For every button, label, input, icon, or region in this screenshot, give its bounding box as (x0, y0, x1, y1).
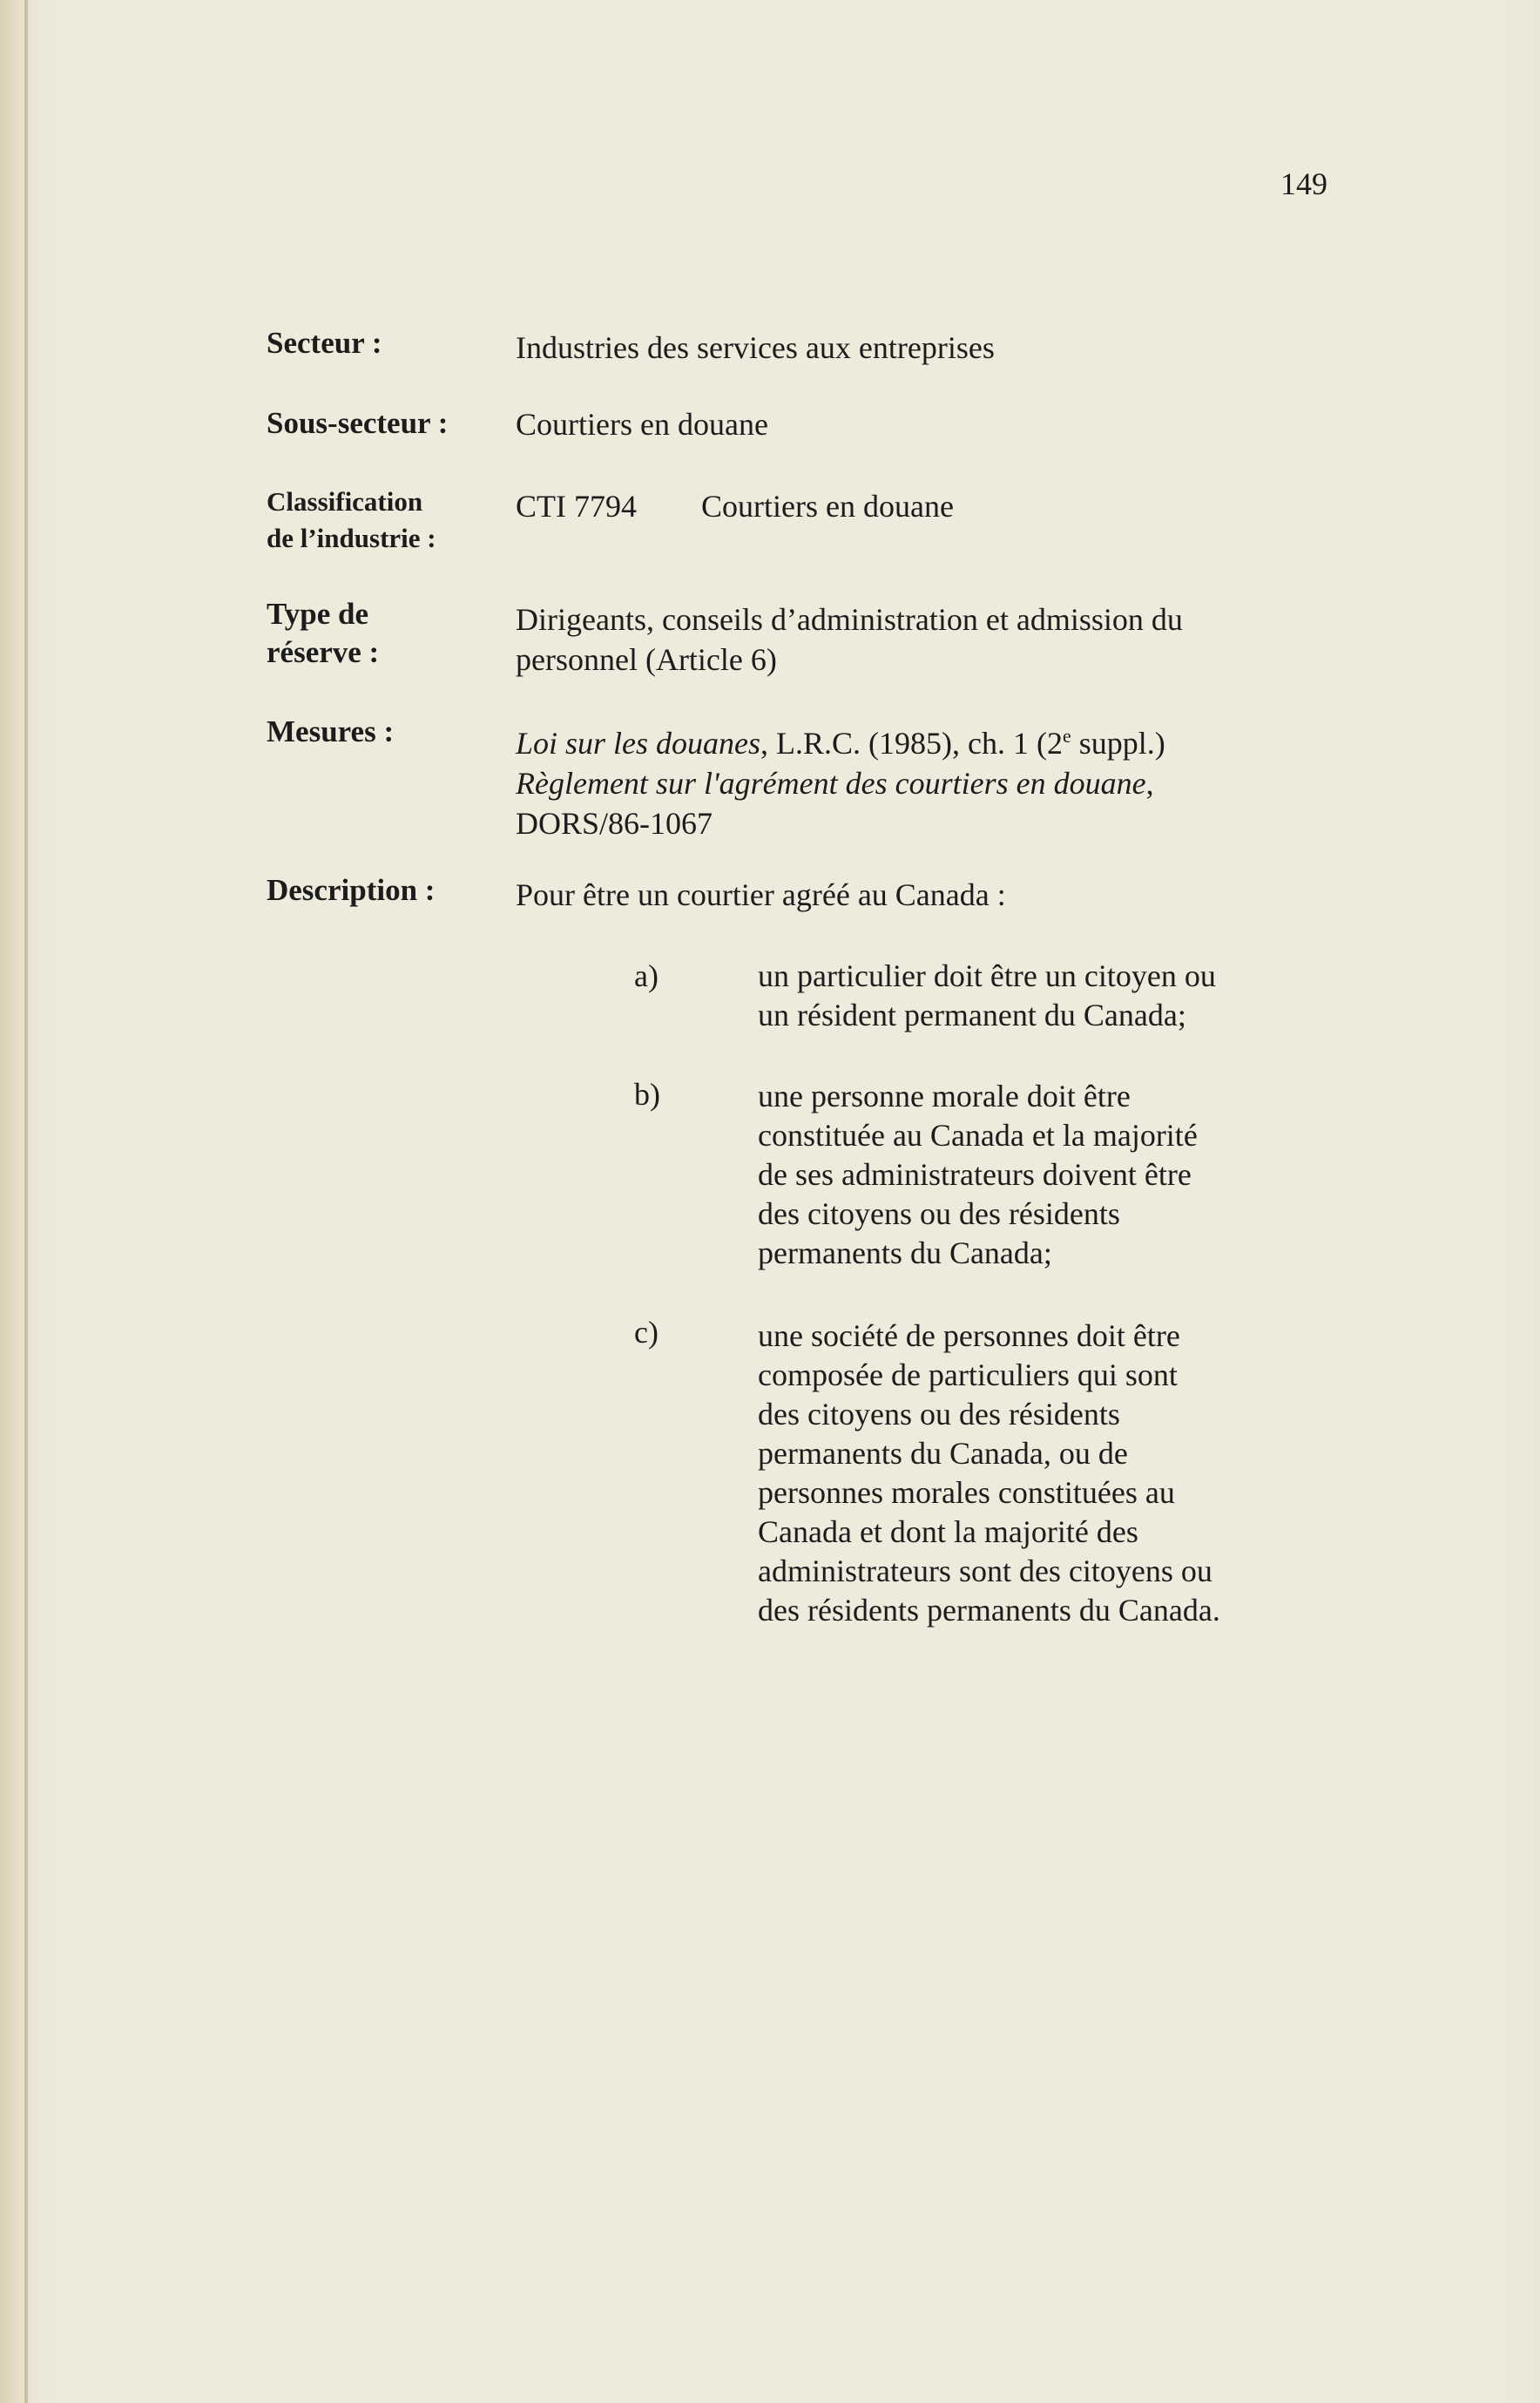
item-c-line: composée de particuliers qui sont (758, 1357, 1178, 1392)
page-binding-edge (24, 0, 28, 2403)
label-type-reserve-line2: réserve : (267, 635, 380, 669)
description-item-a-letter: a) (634, 958, 659, 993)
item-c-line: permanents du Canada, ou de (758, 1436, 1128, 1471)
reglement-ref: DORS/86-1067 (516, 806, 713, 841)
label-classification-line1: Classification (267, 486, 423, 517)
item-b-line: des citoyens ou des résidents (758, 1196, 1120, 1231)
value-classification (516, 486, 954, 526)
type-reserve-line1: Dirigeants, conseils d’administration et admission du (516, 602, 1183, 637)
description-item-a (758, 957, 1280, 1035)
mesure-loi (516, 716, 1165, 763)
description-item-b (758, 1077, 1280, 1273)
item-c-line: personnes morales constituées au (758, 1475, 1175, 1510)
classification-code: CTI 7794 (516, 489, 637, 524)
loi-ref-b: suppl.) (1071, 726, 1165, 761)
item-c-line: administrateurs sont des citoyens ou (758, 1553, 1212, 1588)
item-c-line: des résidents permanents du Canada. (758, 1593, 1220, 1628)
reglement-title: Règlement sur l'agrément des courtiers en douane (516, 766, 1146, 801)
label-classification (267, 484, 436, 557)
description-item-c (758, 1317, 1280, 1630)
mesure-reglement (516, 763, 1165, 803)
label-type-reserve-line1: Type de (267, 597, 368, 631)
item-b-line: constituée au Canada et la majorité (758, 1118, 1198, 1153)
page-number: 149 (1280, 166, 1327, 201)
label-classification-line2: de l’industrie : (267, 523, 436, 553)
description-intro: Pour être un courtier agréé au Canada : (516, 877, 1006, 912)
loi-sup: e (1063, 725, 1071, 747)
value-secteur: Industries des services aux entreprises (516, 330, 995, 365)
item-b-line: permanents du Canada; (758, 1235, 1052, 1270)
item-c-line: une société de personnes doit être (758, 1318, 1180, 1353)
loi-title: Loi sur les douanes (516, 726, 761, 761)
type-reserve-line2: personnel (Article 6) (516, 642, 777, 677)
item-c-line: Canada et dont la majorité des (758, 1514, 1138, 1549)
description-item-b-letter: b) (634, 1077, 660, 1112)
label-mesures: Mesures : (267, 714, 395, 748)
value-type-reserve (516, 599, 1183, 680)
label-description: Description : (267, 873, 436, 907)
item-a-line: un résident permanent du Canada; (758, 998, 1186, 1032)
item-a-line: un particulier doit être un citoyen ou (758, 958, 1216, 993)
label-sous-secteur: Sous-secteur : (267, 406, 449, 440)
reglement-comma: , (1145, 766, 1154, 801)
value-sous-secteur: Courtiers en douane (516, 407, 768, 442)
item-b-line: de ses administrateurs doivent être (758, 1157, 1192, 1192)
value-mesures (516, 716, 1165, 843)
description-item-c-letter: c) (634, 1315, 659, 1350)
label-secteur: Secteur : (267, 326, 382, 360)
loi-ref-a: , L.R.C. (1985), ch. 1 (2 (760, 726, 1063, 761)
classification-name: Courtiers en douane (701, 489, 954, 524)
label-type-reserve (267, 595, 379, 672)
item-b-line: une personne morale doit être (758, 1079, 1131, 1114)
item-c-line: des citoyens ou des résidents (758, 1397, 1120, 1432)
